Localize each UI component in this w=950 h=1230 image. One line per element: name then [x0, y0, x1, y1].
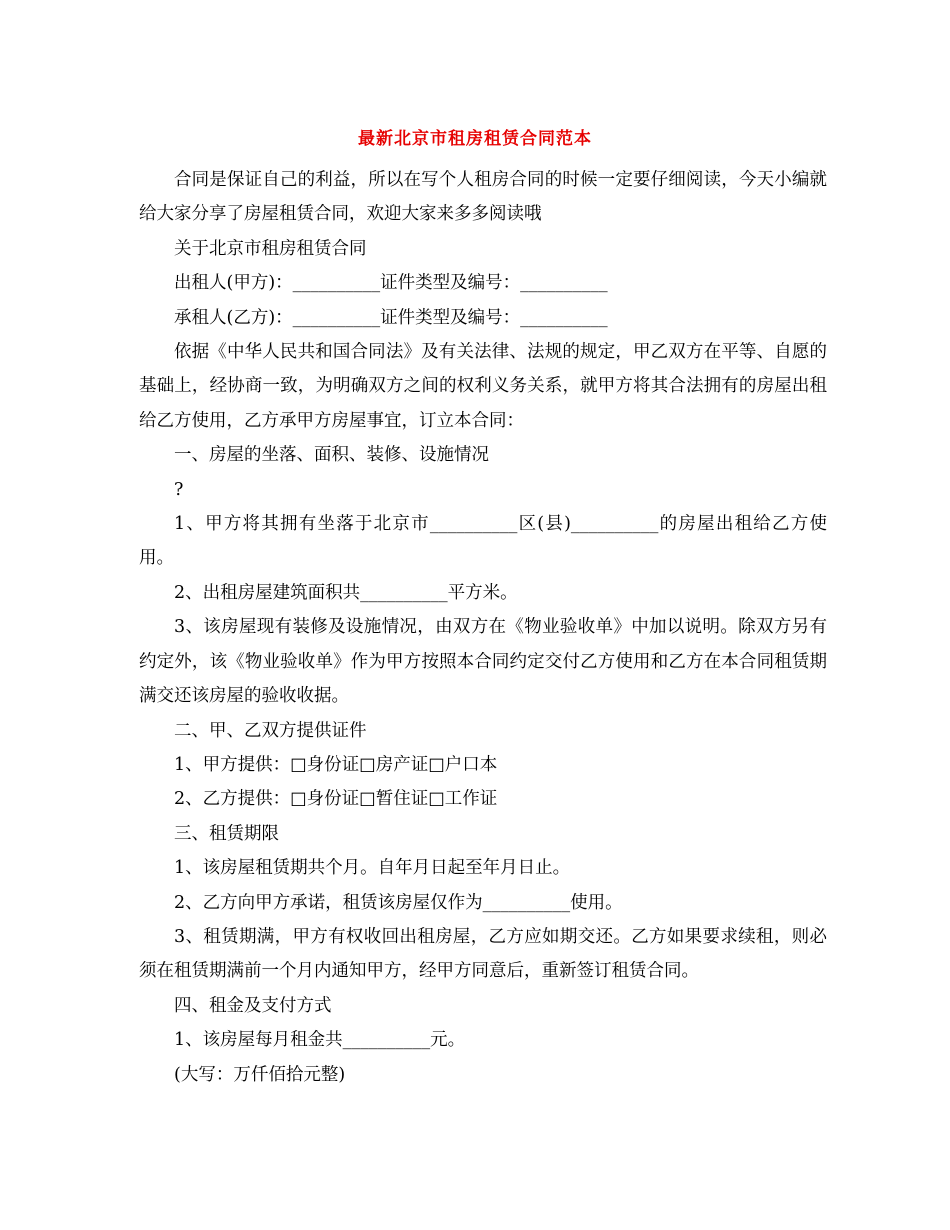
clause-3-1: 1、该房屋租赁期共个月。自年月日起至年月日止。	[174, 858, 571, 879]
clause-2-1: 1、甲方提供：□身份证□房产证□户口本	[174, 754, 498, 775]
section-heading-3: 三、租赁期限	[174, 823, 279, 844]
preamble-paragraph: 依据《中华人民共和国合同法》及有关法律、法规的规定，甲乙双方在平等、自愿的基础上，经协商一致，为明确双方之间的权利义务关系，就甲方将其合法拥有的房屋出租给乙方使用，乙方承甲方房屋事宜，订立本合同：	[139, 342, 827, 431]
clause-1-3: 3、该房屋现有装修及设施情况，由双方在《物业验收单》中加以说明。除双方另有约定外，该《物业验收单》作为甲方按照本合同约定交付乙方使用和乙方在本合同租赁期满交还该房屋的验收收据。	[139, 617, 827, 707]
clause-4-1-amount-words: (大写：万仟佰拾元整)	[174, 1064, 346, 1085]
document-body	[139, 163, 827, 1092]
placeholder-mark: ?	[174, 479, 184, 500]
section-heading-1: 一、房屋的坐落、面积、装修、设施情况	[174, 445, 489, 466]
clause-4-1: 1、该房屋每月租金共__________元。	[174, 1030, 466, 1051]
lessor-line: 出租人(甲方)：__________证件类型及编号：__________	[174, 273, 608, 294]
document-title: 最新北京市租房租赁合同范本	[358, 129, 592, 149]
intro-paragraph: 合同是保证自己的利益，所以在写个人租房合同的时候一定要仔细阅读，今天小编就给大家分享了房屋租赁合同，欢迎大家来多多阅读哦	[139, 170, 827, 225]
clause-1-1: 1、甲方将其拥有坐落于北京市__________区(县)__________的房屋出租给乙方使用。	[139, 514, 827, 569]
clause-1-2: 2、出租房屋建筑面积共__________平方米。	[174, 582, 518, 603]
section-heading-2: 二、甲、乙双方提供证件	[174, 720, 367, 741]
section-heading-4: 四、租金及支付方式	[174, 995, 332, 1016]
contract-subtitle: 关于北京市租房租赁合同	[174, 238, 367, 259]
lessee-line: 承租人(乙方)：__________证件类型及编号：__________	[174, 307, 608, 328]
clause-3-2: 2、乙方向甲方承诺，租赁该房屋仅作为__________使用。	[174, 892, 623, 913]
clause-3-3: 3、租赁期满，甲方有权收回出租房屋，乙方应如期交还。乙方如果要求续租，则必须在租赁期满前一个月内通知甲方，经甲方同意后，重新签订租赁合同。	[139, 926, 827, 982]
clause-2-2: 2、乙方提供：□身份证□暂住证□工作证	[174, 789, 498, 810]
